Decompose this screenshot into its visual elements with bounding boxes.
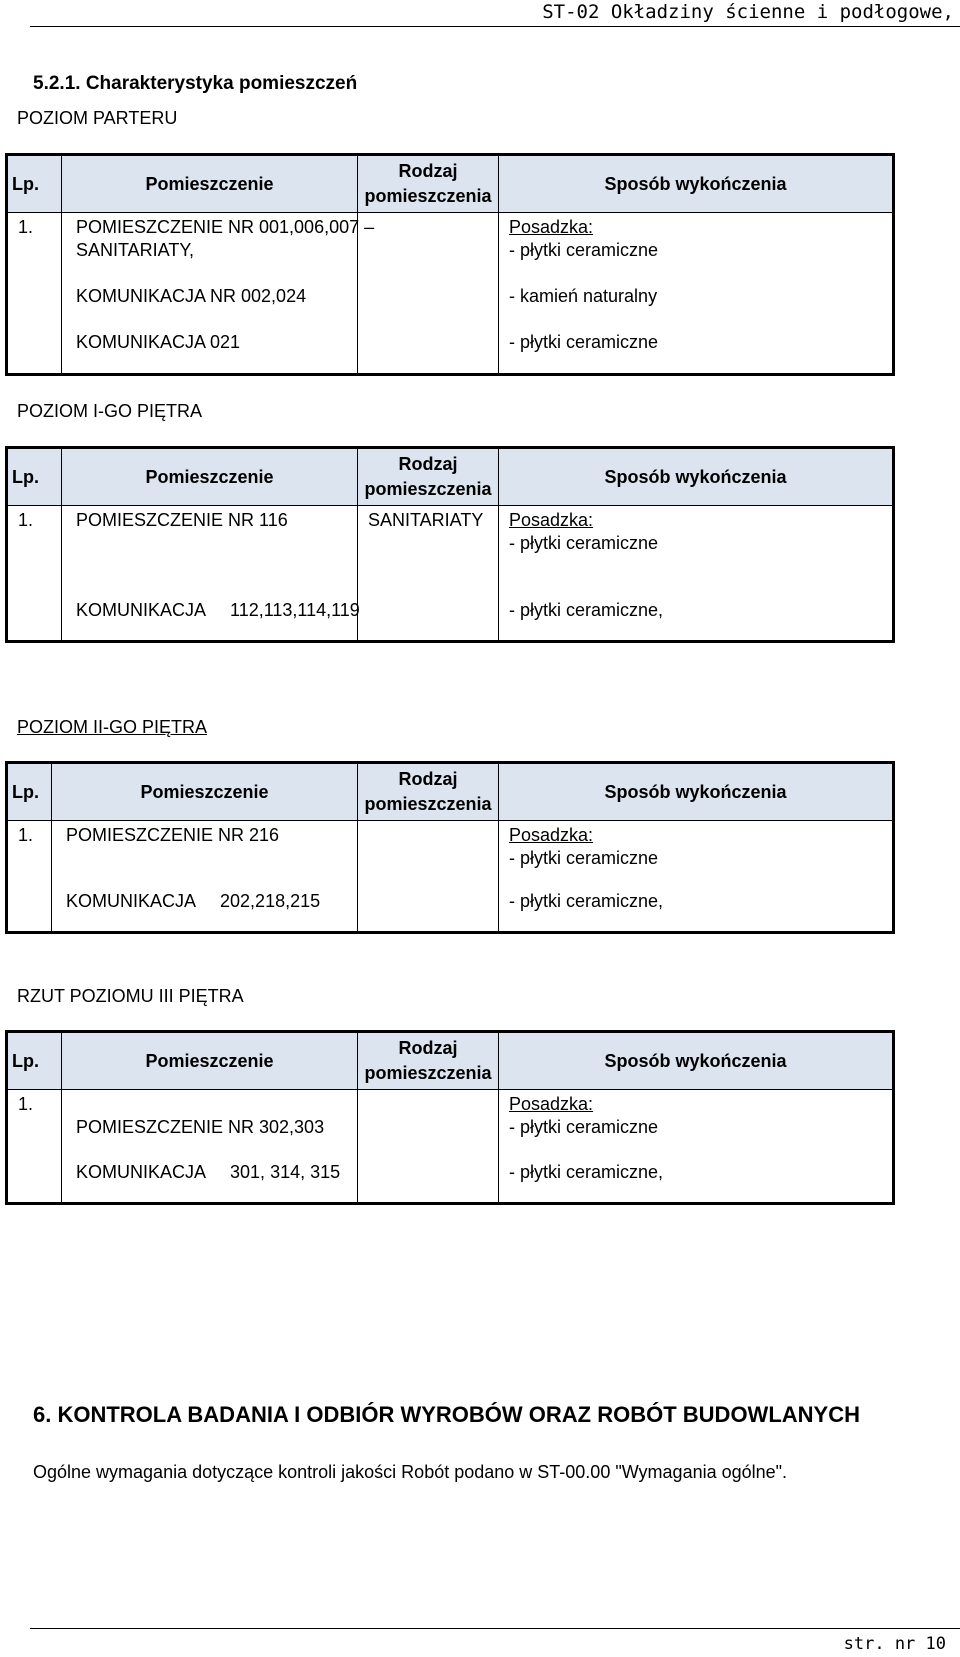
col-header-lp: Lp. xyxy=(7,155,62,213)
rooms-table-level-3 xyxy=(5,1030,895,1205)
cell-type xyxy=(358,1090,499,1204)
col-header-room: Pomieszczenie xyxy=(52,763,358,821)
table-header-row xyxy=(7,448,894,506)
col-header-type: Rodzaj pomieszczenia xyxy=(358,448,499,506)
section-title: 5.2.1. Charakterystyka pomieszczeń xyxy=(33,73,358,94)
page-header xyxy=(30,0,960,27)
cell-room: POMIESZCZENIE NR 302,303 KOMUNIKACJA 301, 314, 315 xyxy=(62,1090,358,1204)
col-header-finish: Sposób wykończenia xyxy=(499,155,894,213)
col-header-type: Rodzaj pomieszczenia xyxy=(358,155,499,213)
cell-lp: 1. xyxy=(7,821,52,933)
cell-finish: Posadzka: - płytki ceramiczne - kamień naturalny - płytki ceramiczne xyxy=(499,213,894,375)
footer-divider xyxy=(30,1628,960,1629)
col-header-type: Rodzaj pomieszczenia xyxy=(358,763,499,821)
chapter-text: Ogólne wymagania dotyczące kontroli jakości Robót podano w ST-00.00 "Wymagania ogólne". xyxy=(33,1462,788,1482)
col-header-finish: Sposób wykończenia xyxy=(499,763,894,821)
level-title-1: POZIOM I-GO PIĘTRA xyxy=(17,401,203,421)
col-header-finish: Sposób wykończenia xyxy=(499,448,894,506)
rooms-table-level-2 xyxy=(5,761,895,934)
level-title-2: POZIOM II-GO PIĘTRA xyxy=(17,717,208,737)
cell-type xyxy=(358,821,499,933)
col-header-room: Pomieszczenie xyxy=(62,448,358,506)
col-header-type: Rodzaj pomieszczenia xyxy=(358,1032,499,1090)
cell-type xyxy=(358,213,499,375)
cell-finish: Posadzka: - płytki ceramiczne - płytki ceramiczne, xyxy=(499,1090,894,1204)
cell-type: SANITARIATY xyxy=(358,506,499,642)
table-row xyxy=(7,506,894,642)
table-header-row xyxy=(7,763,894,821)
table-row xyxy=(7,213,894,375)
col-header-lp: Lp. xyxy=(7,763,52,821)
chapter-title: 6. KONTROLA BADANIA I ODBIÓR WYROBÓW ORAZ ROBÓT BUDOWLANYCH xyxy=(33,1402,860,1427)
col-header-room: Pomieszczenie xyxy=(62,1032,358,1090)
table-header-row xyxy=(7,155,894,213)
rooms-table-level-1 xyxy=(5,446,895,643)
document-title: ST-02 Okładziny ścienne i podłogowe, xyxy=(542,1,954,23)
cell-finish: Posadzka: - płytki ceramiczne - płytki ceramiczne, xyxy=(499,506,894,642)
cell-room: POMIESZCZENIE NR 116 KOMUNIKACJA 112,113,114,119 xyxy=(62,506,358,642)
col-header-room: Pomieszczenie xyxy=(62,155,358,213)
level-title-3: RZUT POZIOMU III PIĘTRA xyxy=(17,986,244,1006)
col-header-lp: Lp. xyxy=(7,448,62,506)
table-header-row xyxy=(7,1032,894,1090)
page-number: str. nr 10 xyxy=(843,1634,946,1654)
table-row xyxy=(7,1090,894,1204)
col-header-finish: Sposób wykończenia xyxy=(499,1032,894,1090)
rooms-table-parter xyxy=(5,153,895,376)
table-row xyxy=(7,821,894,933)
cell-lp: 1. xyxy=(7,1090,62,1204)
level-title-parter: POZIOM PARTERU xyxy=(17,108,178,128)
col-header-lp: Lp. xyxy=(7,1032,62,1090)
cell-room: POMIESZCZENIE NR 001,006,007 – SANITARIATY, KOMUNIKACJA NR 002,024 KOMUNIKACJA 021 xyxy=(62,213,358,375)
cell-lp: 1. xyxy=(7,213,62,375)
cell-finish: Posadzka: - płytki ceramiczne - płytki ceramiczne, xyxy=(499,821,894,933)
cell-lp: 1. xyxy=(7,506,62,642)
cell-room: POMIESZCZENIE NR 216 KOMUNIKACJA 202,218,215 xyxy=(52,821,358,933)
